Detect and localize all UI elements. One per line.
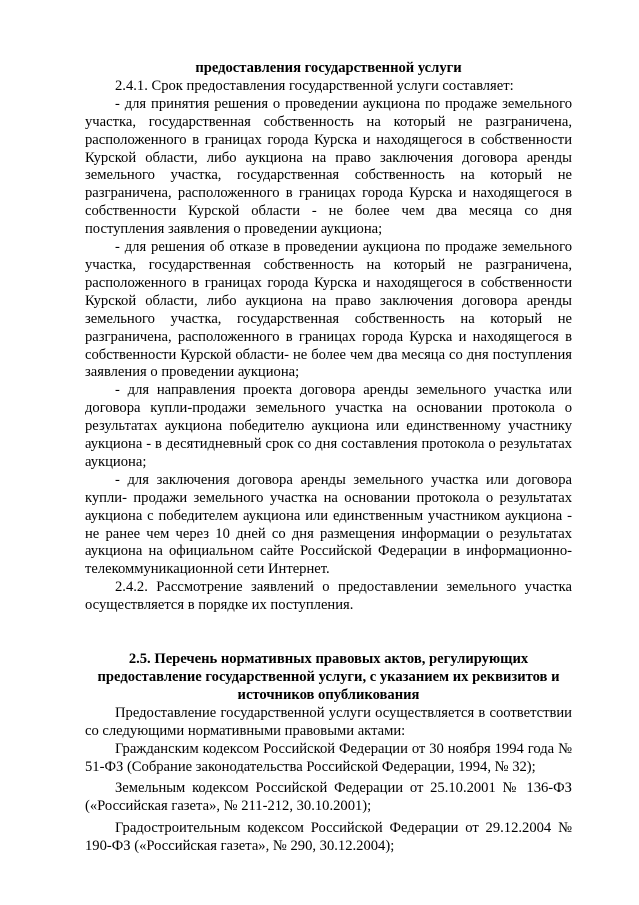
legal-act-land-code: Земельным кодексом Российской Федерации от 25.10.2001 № 136-ФЗ («Российская газета», № 211-212, 30.10.2001); — [85, 780, 572, 815]
top-heading: предоставления государственной услуги — [195, 60, 462, 76]
legal-acts-intro: Предоставление государственной услуги осуществляется в соответствии со следующими нормативными правовыми актами: — [85, 704, 572, 739]
paragraph-2-4-1: 2.4.1. Срок предоставления государственной услуги составляет: — [115, 77, 514, 94]
term-item-1: - для принятия решения о проведении аукциона по продаже земельного участка, государственная собственность на который не разграничена, расположенного в границах города Курска и находящегося в собственности Курской области, либо аукциона на право заключения договора аренды земельного участка, государственная собственность на который не разграничена, расположенного в границах города Курска и находящегося в собственности Курской области - не более чем два месяца со дня поступления заявления о проведении аукциона; — [85, 95, 572, 238]
document-body — [85, 60, 572, 856]
term-item-3: - для направления проекта договора аренды земельного участка или договора купли-продажи земельного участка на основании протокола о результатах аукциона победителю аукциона или единственному участнику аукциона - в десятидневный срок со дня составления протокола о результатах аукциона; — [85, 382, 572, 470]
legal-act-civil-code: Гражданским кодексом Российской Федерации от 30 ноября 1994 года № 51-ФЗ (Собрание законодательства Российской Федерации, 1994, № 32); — [85, 740, 572, 775]
legal-act-urban-planning-code: Градостроительным кодексом Российской Федерации от 29.12.2004 № 190-ФЗ («Российская газета», № 290, 30.12.2004); — [85, 820, 572, 855]
section-2-5-title: 2.5. Перечень нормативных правовых актов, регулирующих предоставление государственной услуги, с указанием их реквизитов и источников опубликования — [97, 651, 560, 703]
term-item-2: - для решения об отказе в проведении аукциона по продаже земельного участка, государственная собственность на который не разграничена, расположенного в границах города Курска и находящегося в собственности Курской области, либо аукциона на право заключения договора аренды земельного участка, государственная собственность на который не разграничена, расположенного в границах города Курска и находящегося в собственности Курской области- не более чем два месяца со дня поступления заявления о проведении аукциона; — [85, 239, 572, 381]
paragraph-2-4-2: 2.4.2. Рассмотрение заявлений о предоставлении земельного участка осуществляется в порядке их поступления. — [85, 579, 572, 614]
term-item-4: - для заключения договора аренды земельного участка или договора купли- продажи земельного участка на основании протокола о результатах аукциона с победителем аукциона или единственным участником аукциона - не ранее чем через 10 дней со дня размещения информации о результатах аукциона на официальном сайте Российской Федерации в информационно-телекоммуникационной сети Интернет. — [85, 471, 572, 578]
